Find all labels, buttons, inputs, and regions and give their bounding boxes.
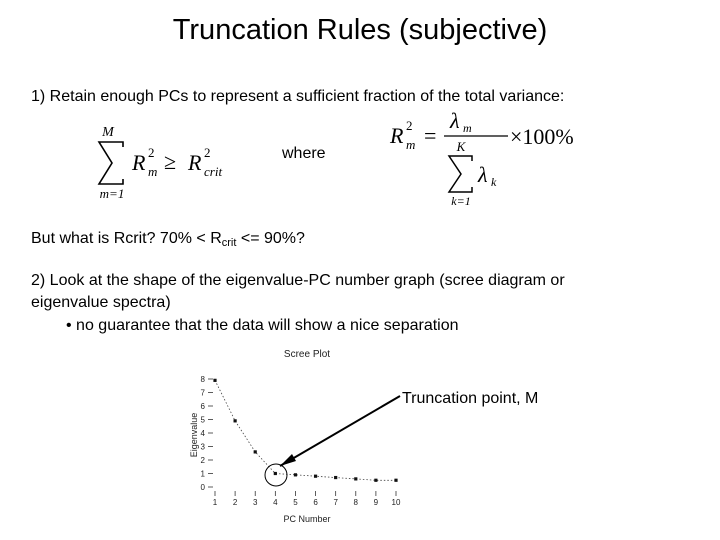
- scree-data-point: [213, 379, 216, 382]
- page-title: Truncation Rules (subjective): [172, 14, 548, 46]
- scree-plot-title: Scree Plot: [283, 349, 331, 360]
- denominator-lambda: λ: [478, 162, 488, 187]
- x-tick-label: 10: [391, 498, 401, 507]
- rhs-subscript: crit: [204, 164, 223, 179]
- scree-series-line: [215, 380, 396, 480]
- scree-data-point: [314, 475, 317, 478]
- scree-data-point: [254, 450, 257, 453]
- y-tick-label: 1: [200, 469, 205, 479]
- geq-operator: ≥: [164, 149, 177, 174]
- y-tick-label: 0: [200, 483, 205, 492]
- x-tick-label: 3: [252, 498, 258, 507]
- rhs-superscript: 2: [204, 145, 211, 160]
- rcrit-subscript: crit: [221, 237, 237, 249]
- sum-bottom-label: m=1: [99, 186, 125, 200]
- scree-plot-xlabel: PC Number: [283, 514, 331, 524]
- times-hundred-percent: ×100%: [510, 124, 574, 149]
- lhs-symbol: R: [132, 150, 146, 175]
- rcrit-question-suffix: <= 90%?: [236, 230, 305, 247]
- scree-data-point: [234, 419, 237, 422]
- y-tick-label: 8: [200, 375, 205, 384]
- sum-top-label: M: [102, 125, 114, 140]
- rule-2-line-1: 2) Look at the shape of the eigenvalue-PC number graph (scree diagram or: [31, 272, 565, 289]
- equals-sign: =: [424, 123, 437, 148]
- scree-data-point: [354, 477, 357, 480]
- truncation-arrowhead: [280, 454, 296, 466]
- y-tick-label: 6: [200, 402, 205, 411]
- denominator-sum-bottom: k=1: [451, 194, 471, 206]
- rm-subscript: m: [406, 137, 416, 152]
- y-tick-label: 5: [200, 415, 205, 425]
- rhs-symbol: R: [188, 150, 202, 175]
- numerator-subscript: m: [463, 121, 472, 135]
- scree-data-point: [334, 476, 337, 479]
- y-tick-label: 4: [200, 429, 205, 438]
- scree-plot-ylabel: Eigenvalue: [189, 412, 199, 458]
- denominator-subscript: k: [491, 175, 497, 189]
- lhs-subscript: m: [148, 164, 158, 179]
- rule-2-line-2: eigenvalue spectra): [31, 294, 171, 311]
- rm-symbol: R: [390, 123, 404, 148]
- sigma-symbol: [99, 142, 123, 184]
- scree-data-point: [294, 473, 297, 476]
- scree-data-point: [374, 479, 377, 482]
- rule-1-text: 1) Retain enough PCs to represent a sufficient fraction of the total variance:: [31, 88, 565, 105]
- x-tick-label: 7: [333, 498, 338, 507]
- x-tick-label: 6: [313, 498, 318, 507]
- denominator-sum-top: K: [456, 139, 466, 154]
- rule-2-bullet: • no guarantee that the data will show a nice separation: [66, 317, 459, 334]
- truncation-annotation: Truncation point, M: [402, 390, 539, 407]
- rcrit-question: [31, 228, 305, 254]
- y-tick-label: 3: [200, 442, 205, 452]
- x-tick-label: 2: [232, 498, 238, 507]
- denominator-sigma: [449, 156, 472, 192]
- x-tick-label: 1: [212, 498, 218, 507]
- y-tick-label: 7: [200, 388, 205, 398]
- truncation-arrow-line: [280, 396, 400, 466]
- formula-sum-criterion: [96, 120, 246, 200]
- lhs-superscript: 2: [148, 145, 155, 160]
- formula-variance-fraction: [386, 106, 596, 206]
- x-tick-label: 8: [353, 498, 359, 507]
- x-tick-label: 9: [373, 498, 379, 507]
- where-label: where: [282, 145, 326, 162]
- rm-superscript: 2: [406, 118, 413, 133]
- scree-data-point: [274, 472, 277, 475]
- numerator-lambda: λ: [450, 108, 460, 133]
- x-tick-label: 5: [293, 498, 298, 507]
- rcrit-question-prefix: But what is Rcrit? 70% < R: [31, 230, 222, 247]
- x-tick-label: 4: [273, 498, 278, 507]
- scree-plot: [180, 340, 580, 535]
- y-tick-label: 2: [200, 456, 205, 465]
- scree-data-point: [394, 479, 397, 482]
